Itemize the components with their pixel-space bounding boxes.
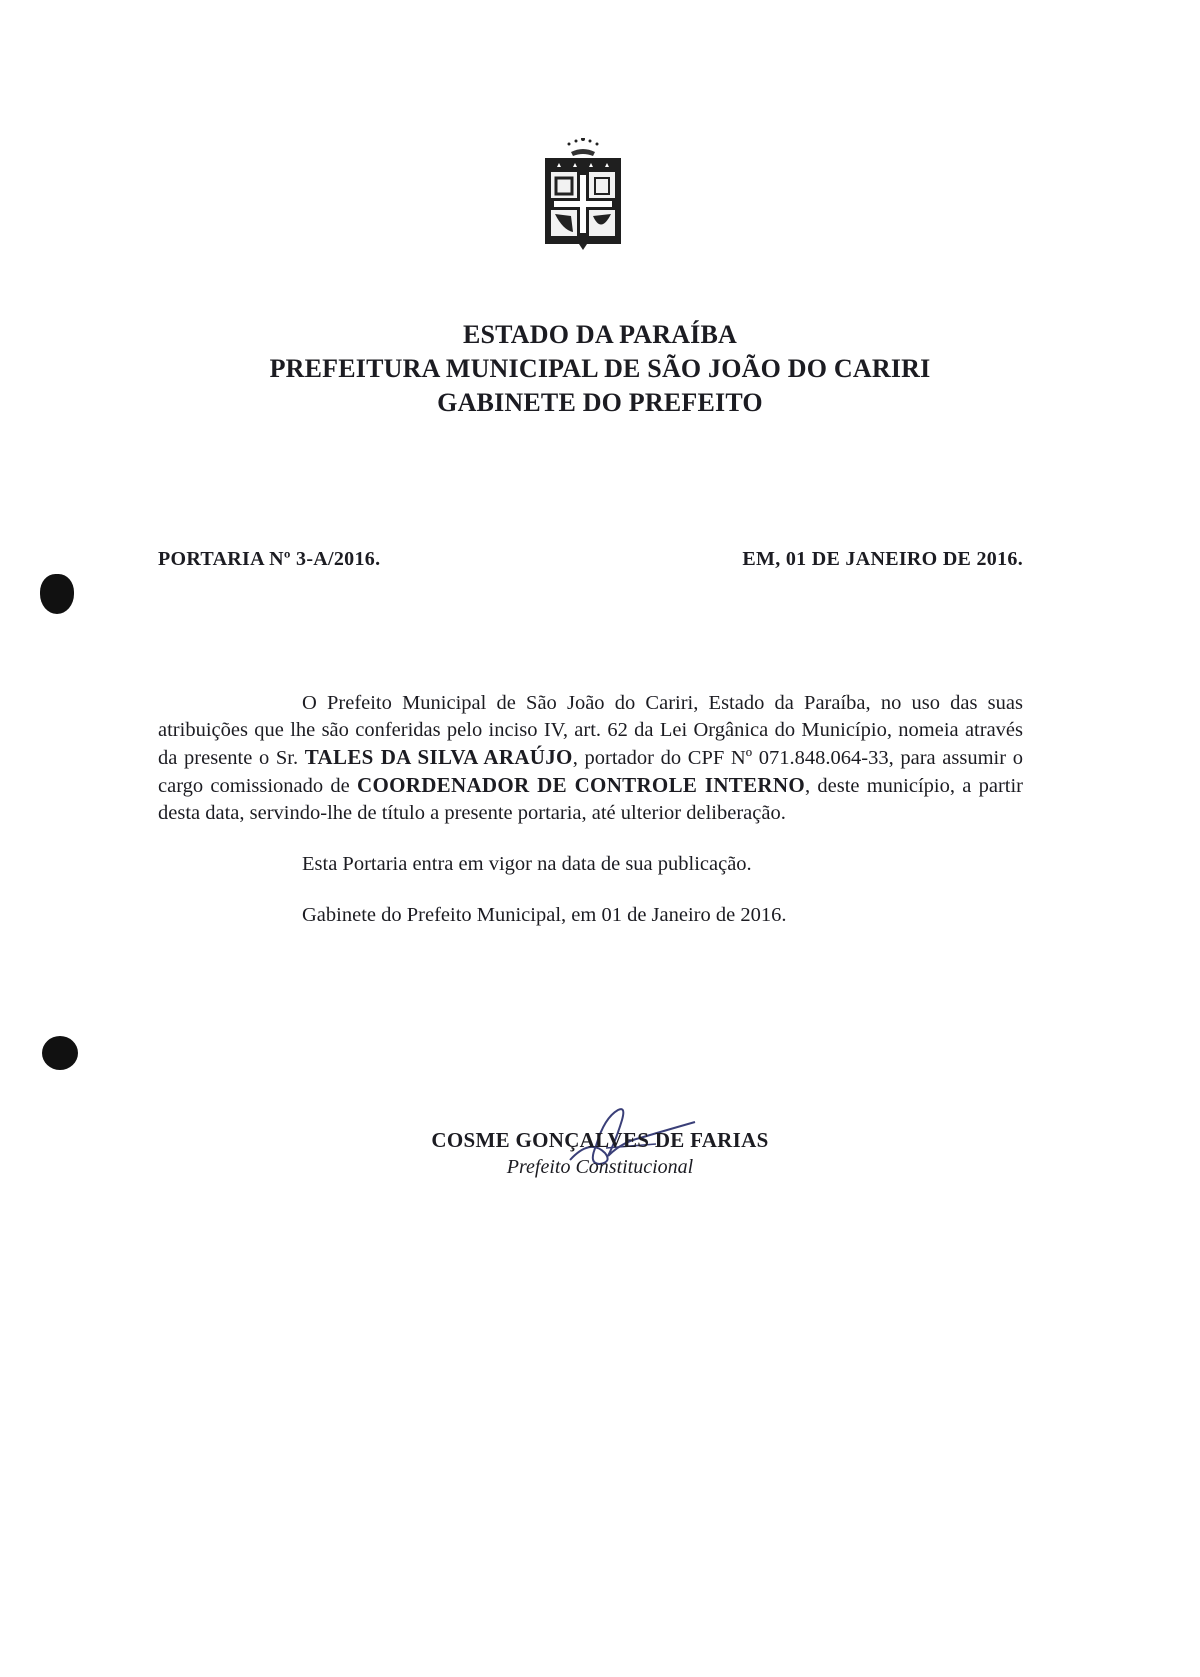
effect-paragraph: Esta Portaria entra em vigor na data de sua publicação.	[302, 853, 752, 875]
document-body	[158, 690, 1023, 929]
header-state: ESTADO DA PARAÍBA	[462, 320, 738, 349]
portaria-date: EM, 01 DE JANEIRO DE 2016.	[742, 548, 1023, 570]
portaria-number: PORTARIA Nº 3-A/2016.	[158, 548, 381, 570]
signatory-title: Prefeito Constitucional	[506, 1156, 694, 1178]
appointment-paragraph: O Prefeito Municipal de São João do Cariri, Estado da Paraíba, no uso das suas atribuições que lhe são conferidas pelo inciso IV, art. 62 da Lei Orgânica do Município, nomeia através da presente o Sr. TALES DA SILVA ARAÚJO, portador do CPF Nº 071.848.064-33, para assumir o cargo comissionado de COORDENADOR DE CONTROLE INTERNO, deste município, a partir desta data, servindo-lhe de título a presente portaria, até ulterior deliberação.	[158, 692, 1024, 824]
punch-hole-mark	[42, 1036, 78, 1070]
appointee-name: TALES DA SILVA ARAÚJO	[304, 745, 573, 769]
document-header	[0, 318, 1200, 420]
header-office: GABINETE DO PREFEITO	[437, 388, 763, 417]
signatory-name: COSME GONÇALVES DE FARIAS	[431, 1128, 769, 1152]
appointed-position: COORDENADOR DE CONTROLE INTERNO	[357, 773, 805, 797]
closing-paragraph: Gabinete do Prefeito Municipal, em 01 de Janeiro de 2016.	[302, 904, 787, 926]
municipal-coat-of-arms-icon	[541, 138, 625, 256]
punch-hole-mark	[40, 574, 74, 614]
header-municipality: PREFEITURA MUNICIPAL DE SÃO JOÃO DO CARIRI	[269, 354, 931, 383]
